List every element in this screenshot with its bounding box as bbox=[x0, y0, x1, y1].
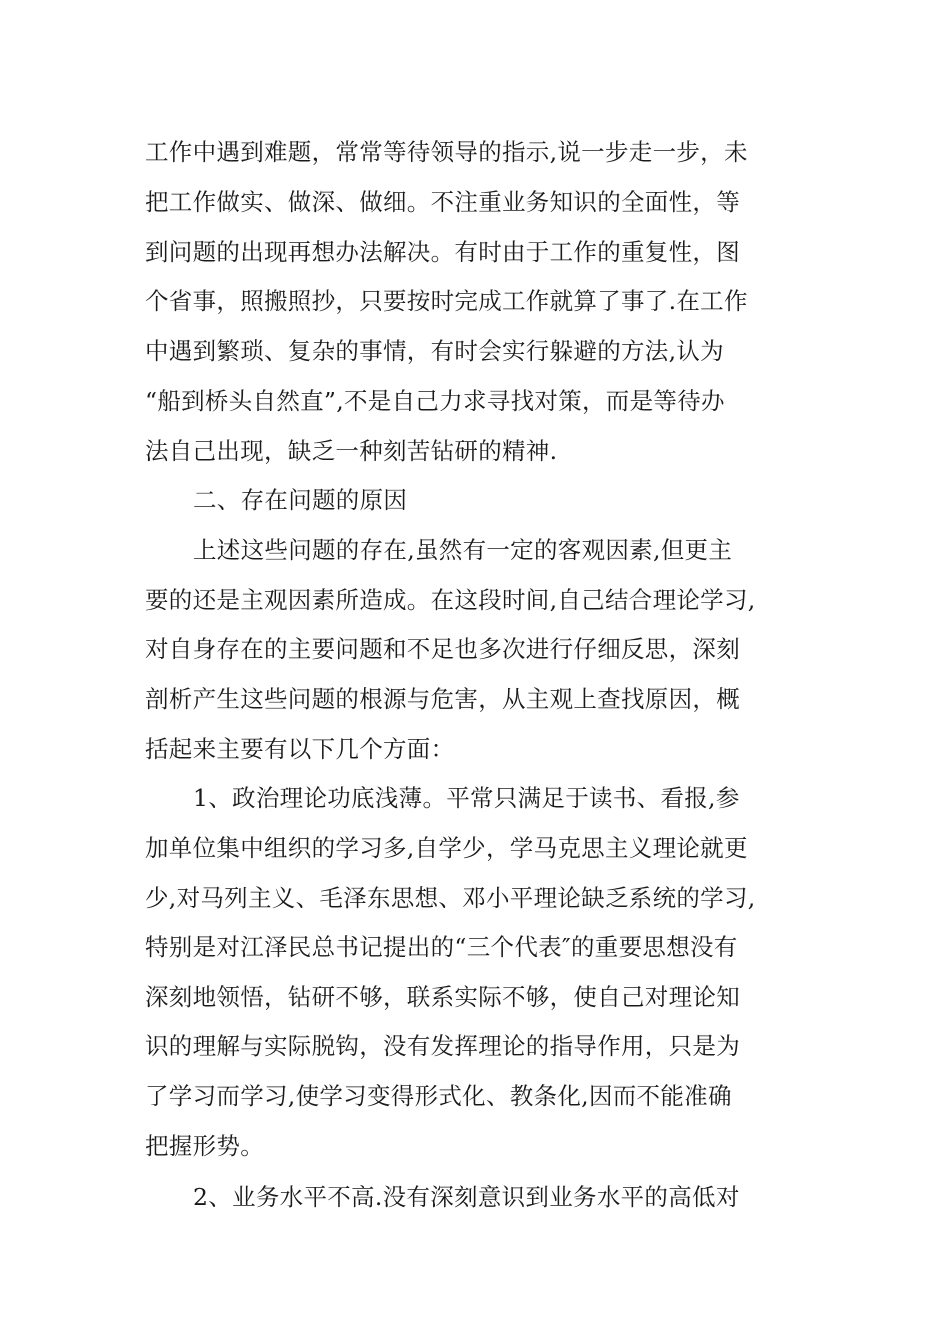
body-text-line: 加单位集中组织的学习多,自学少，学马克思主义理论就更 bbox=[145, 834, 748, 862]
body-text-line: 把握形势。 bbox=[145, 1132, 264, 1160]
body-text-line: 2、业务水平不高.没有深刻意识到业务水平的高低对 bbox=[193, 1183, 740, 1211]
body-text-line: 特别是对江泽民总书记提出的“三个代表″的重要思想没有 bbox=[145, 933, 738, 961]
body-text-line: 中遇到繁琐、复杂的事情，有时会实行躲避的方法,认为 bbox=[145, 337, 724, 365]
section-heading: 二、存在问题的原因 bbox=[193, 486, 408, 514]
body-text-line: 1、政治理论功底浅薄。平常只满足于读书、看报,参 bbox=[193, 784, 740, 812]
body-text-line: 括起来主要有以下几个方面： bbox=[145, 735, 455, 763]
body-text-line: 上述这些问题的存在,虽然有一定的客观因素,但更主 bbox=[193, 536, 733, 564]
body-text-line: 工作中遇到难题，常常等待领导的指示,说一步走一步，未 bbox=[145, 138, 748, 166]
body-text-line: 识的理解与实际脱钩，没有发挥理论的指导作用，只是为 bbox=[145, 1032, 740, 1060]
body-text-line: 法自己出现，缺乏一种刻苦钻研的精神. bbox=[145, 437, 558, 465]
body-text-line: 把工作做实、做深、做细。不注重业务知识的全面性，等 bbox=[145, 188, 740, 216]
body-text-line: 少,对马列主义、毛泽东思想、邓小平理论缺乏系统的学习, bbox=[145, 884, 756, 912]
body-text-line: 深刻地领悟，钻研不够，联系实际不够，使自己对理论知 bbox=[145, 983, 740, 1011]
body-text-line: 剖析产生这些问题的根源与危害，从主观上查找原因，概 bbox=[145, 685, 740, 713]
body-text-line: 了学习而学习,使学习变得形式化、教条化,因而不能准确 bbox=[145, 1082, 732, 1110]
body-text-line: 对自身存在的主要问题和不足也多次进行仔细反思，深刻 bbox=[145, 635, 740, 663]
body-text-line: “船到桥头自然直”,不是自己力求寻找对策，而是等待办 bbox=[145, 387, 725, 415]
body-text-line: 要的还是主观因素所造成。在这段时间,自己结合理论学习, bbox=[145, 586, 756, 614]
body-text-line: 个省事，照搬照抄，只要按时完成工作就算了事了.在工作 bbox=[145, 287, 748, 315]
body-text-line: 到问题的出现再想办法解决。有时由于工作的重复性，图 bbox=[145, 238, 740, 266]
